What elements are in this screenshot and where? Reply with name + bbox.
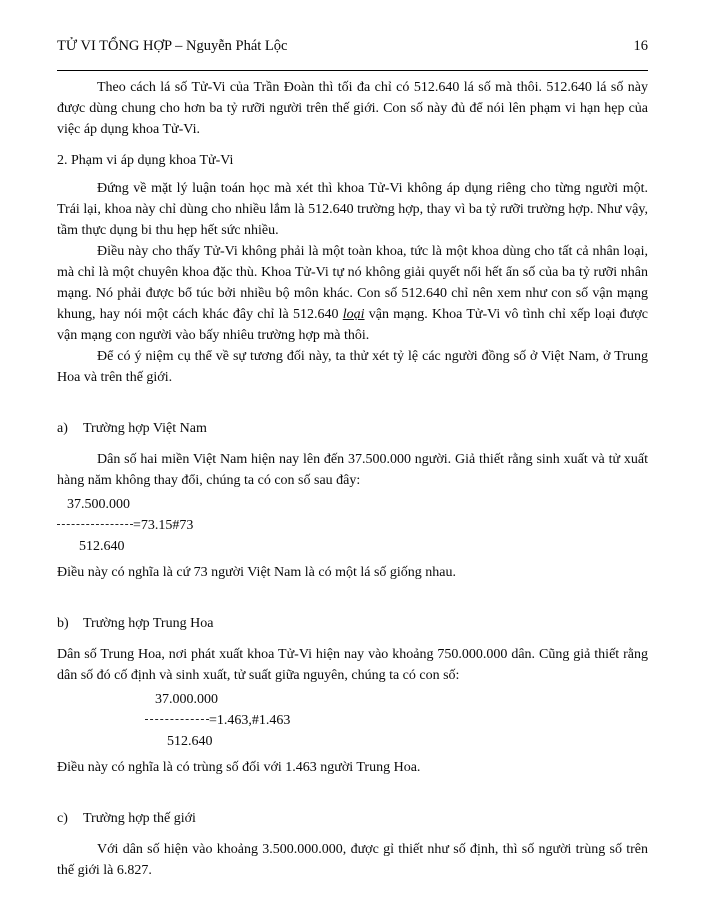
case-c-label: c): [57, 811, 68, 826]
page-number: 16: [633, 38, 648, 54]
fraction-denominator: 512.640: [79, 539, 125, 554]
case-a-title: Trường hợp Việt Nam: [83, 421, 207, 436]
fraction-denominator: 512.640: [167, 734, 213, 749]
fraction-middle-row: [145, 710, 648, 731]
emphasized-word: loại: [342, 307, 365, 322]
case-b-paragraph: Dân số Trung Hoa, nơi phát xuất khoa Tử-Vi hiện nay vào khoảng 750.000.000 dân. Cũng giả thiết rằng dân số đó cố định và sinh xuất, tử suất giữa nguyên, chúng ta có con số:: [57, 647, 648, 683]
section-2-paragraph-3: Để có ý niệm cụ thể về sự tương đối này, ta thử xét tỷ lệ các người đồng số ở Việt Nam, ở Trung Hoa và trên thế giới.: [57, 349, 648, 385]
section-2-heading: 2. Phạm vi áp dụng khoa Tử-Vi: [57, 153, 234, 168]
case-b-conclusion: Điều này có nghĩa là có trùng số đối với 1.463 người Trung Hoa.: [57, 760, 421, 775]
case-c-heading: [57, 808, 648, 829]
fraction-bar: [145, 719, 209, 720]
fraction-result: =73.15#73: [133, 518, 194, 533]
case-b-title: Trường hợp Trung Hoa: [83, 616, 214, 631]
case-c-paragraph: Với dân số hiện vào khoảng 3.500.000.000, được gỉ thiết như số định, thì số người trùng số trên thế giới là 6.827.: [57, 842, 648, 878]
page-header: [57, 38, 648, 71]
fraction-result: =1.463,#1.463: [209, 713, 291, 728]
intro-paragraph: Theo cách lá số Tử-Vi của Trần Đoàn thì tối đa chỉ có 512.640 lá số mà thôi. 512.640 lá số này được dùng chung cho hơn ba tỷ rưỡi người trên thế giới. Con số này đủ để nói lên phạm vi hạn hẹp của việc áp dụng khoa Tử-Vi.: [57, 80, 648, 137]
case-a-paragraph: Dân số hai miền Việt Nam hiện nay lên đến 37.500.000 người. Giả thiết rằng sinh xuất và tử xuất hàng năm không thay đổi, chúng ta có con số sau đây:: [57, 452, 648, 488]
fraction-numerator: 37.500.000: [67, 497, 130, 512]
fraction-vietnam: [57, 494, 648, 557]
section-2-paragraph-1: Đứng về mặt lý luận toán học mà xét thì khoa Tử-Vi không áp dụng riêng cho từng người một. Trái lại, khoa này chỉ dùng cho nhiều lắm là 512.640 trường hợp, thay vì ba tỷ rưỡi trường hợp. Như vậy, tầm thực dụng bi thu hẹp hết sức nhiều.: [57, 181, 648, 238]
paragraph-text-before: Điều này cho thấy Tử-Vi không phải là một toàn khoa, tức là một khoa dùng cho tất cả nhân loại, mà chỉ là một chuyên khoa đặc thù. Khoa Tử-Vi tự nó không giải quyết nổi hết ẩn số của ba tỷ rưỡi nhân mạng. Nó phải được bổ túc bởi nhiều bộ môn khác. Con số 512.640 chỉ nên xem như con số vận mạng khung, hay nói một cách khác đây chỉ là 512.640: [57, 244, 648, 322]
paragraph-text-after: vận mạng. Khoa Tử-Vi vô tình chỉ xếp loại được vận mạng con người vào bấy nhiêu trường hợp mà thôi.: [57, 307, 648, 343]
fraction-middle-row: [57, 515, 648, 536]
case-b-heading: [57, 613, 648, 634]
fraction-numerator: 37.000.000: [155, 692, 218, 707]
case-b-label: b): [57, 616, 69, 631]
running-title: TỬ VI TỔNG HỢP – Nguyễn Phát Lộc: [57, 38, 288, 54]
fraction-china: [145, 689, 648, 752]
case-a-heading: [57, 418, 648, 439]
fraction-bar: [57, 524, 133, 525]
case-c-title: Trường hợp thế giới: [83, 811, 196, 826]
case-a-conclusion: Điều này có nghĩa là cứ 73 người Việt Nam là có một lá số giống nhau.: [57, 565, 457, 580]
section-2-paragraph-2: [57, 241, 648, 346]
case-a-label: a): [57, 421, 68, 436]
